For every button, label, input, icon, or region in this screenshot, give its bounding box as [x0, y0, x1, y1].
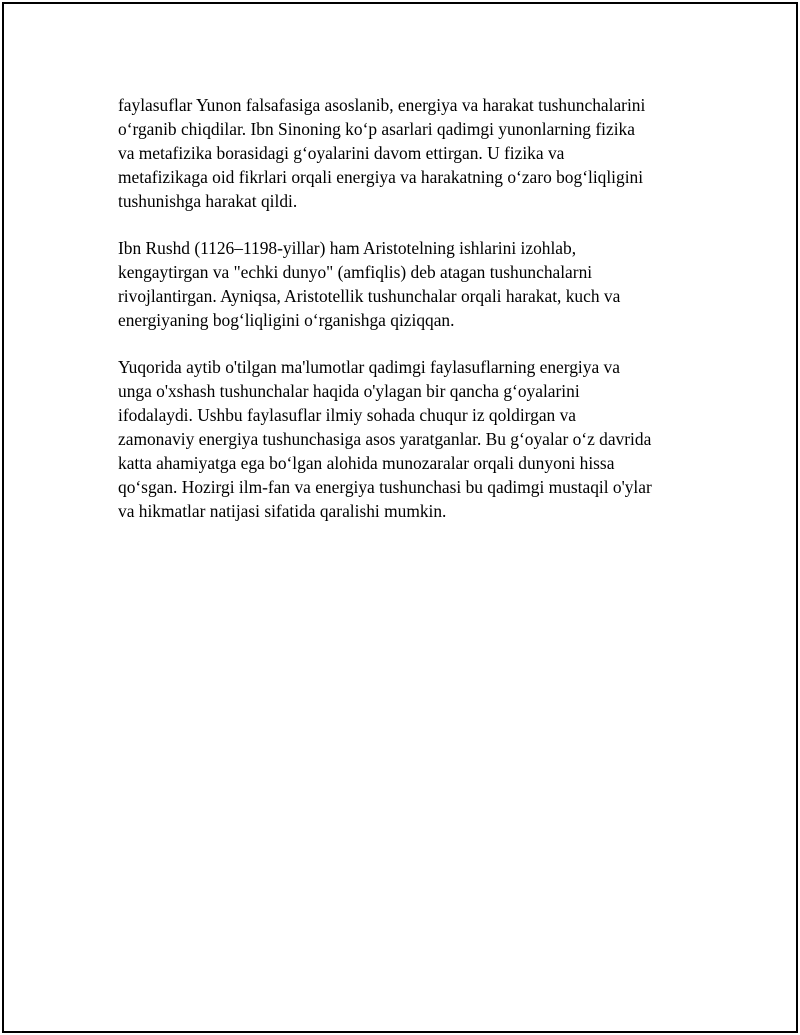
- text-line: Ibn Rushd (1126–1198-yillar) ham Aristotelning ishlarini izohlab,: [118, 238, 577, 258]
- document-body: [118, 93, 698, 546]
- text-line: tushunishga harakat qildi.: [118, 191, 298, 211]
- text-line: zamonaviy energiya tushunchasiga asos yaratganlar. Bu g‘oyalar o‘z davrida: [118, 429, 652, 449]
- paragraph-2: [118, 236, 698, 332]
- paragraph-3: [118, 355, 698, 523]
- text-line: energiyaning bog‘liqligini o‘rganishga qiziqqan.: [118, 310, 455, 330]
- text-line: va metafizika borasidagi g‘oyalarini davom ettirgan. U fizika va: [118, 143, 565, 163]
- text-line: va hikmatlar natijasi sifatida qaralishi mumkin.: [118, 501, 447, 521]
- text-line: kengaytirgan va "echki dunyo" (amfiqlis) deb atagan tushunchalarni: [118, 262, 593, 282]
- text-line: Yuqorida aytib o'tilgan ma'lumotlar qadimgi faylasuflarning energiya va: [118, 357, 620, 377]
- text-line: faylasuflar Yunon falsafasiga asoslanib, energiya va harakat tushunchalarini: [118, 95, 646, 115]
- text-line: katta ahamiyatga ega bo‘lgan alohida munozaralar orqali dunyoni hissa: [118, 453, 615, 473]
- text-line: o‘rganib chiqdilar. Ibn Sinoning ko‘p asarlari qadimgi yunonlarning fizika: [118, 119, 635, 139]
- paragraph-1: [118, 93, 698, 213]
- text-line: qo‘sgan. Hozirgi ilm-fan va energiya tushunchasi bu qadimgi mustaqil o'ylar: [118, 477, 652, 497]
- text-line: rivojlantirgan. Ayniqsa, Aristotellik tushunchalar orqali harakat, kuch va: [118, 286, 621, 306]
- text-line: ifodalaydi. Ushbu faylasuflar ilmiy sohada chuqur iz qoldirgan va: [118, 405, 576, 425]
- text-line: unga o'xshash tushunchalar haqida o'ylagan bir qancha g‘oyalarini: [118, 381, 580, 401]
- text-line: metafizikaga oid fikrlari orqali energiya va harakatning o‘zaro bog‘liqligini: [118, 167, 644, 187]
